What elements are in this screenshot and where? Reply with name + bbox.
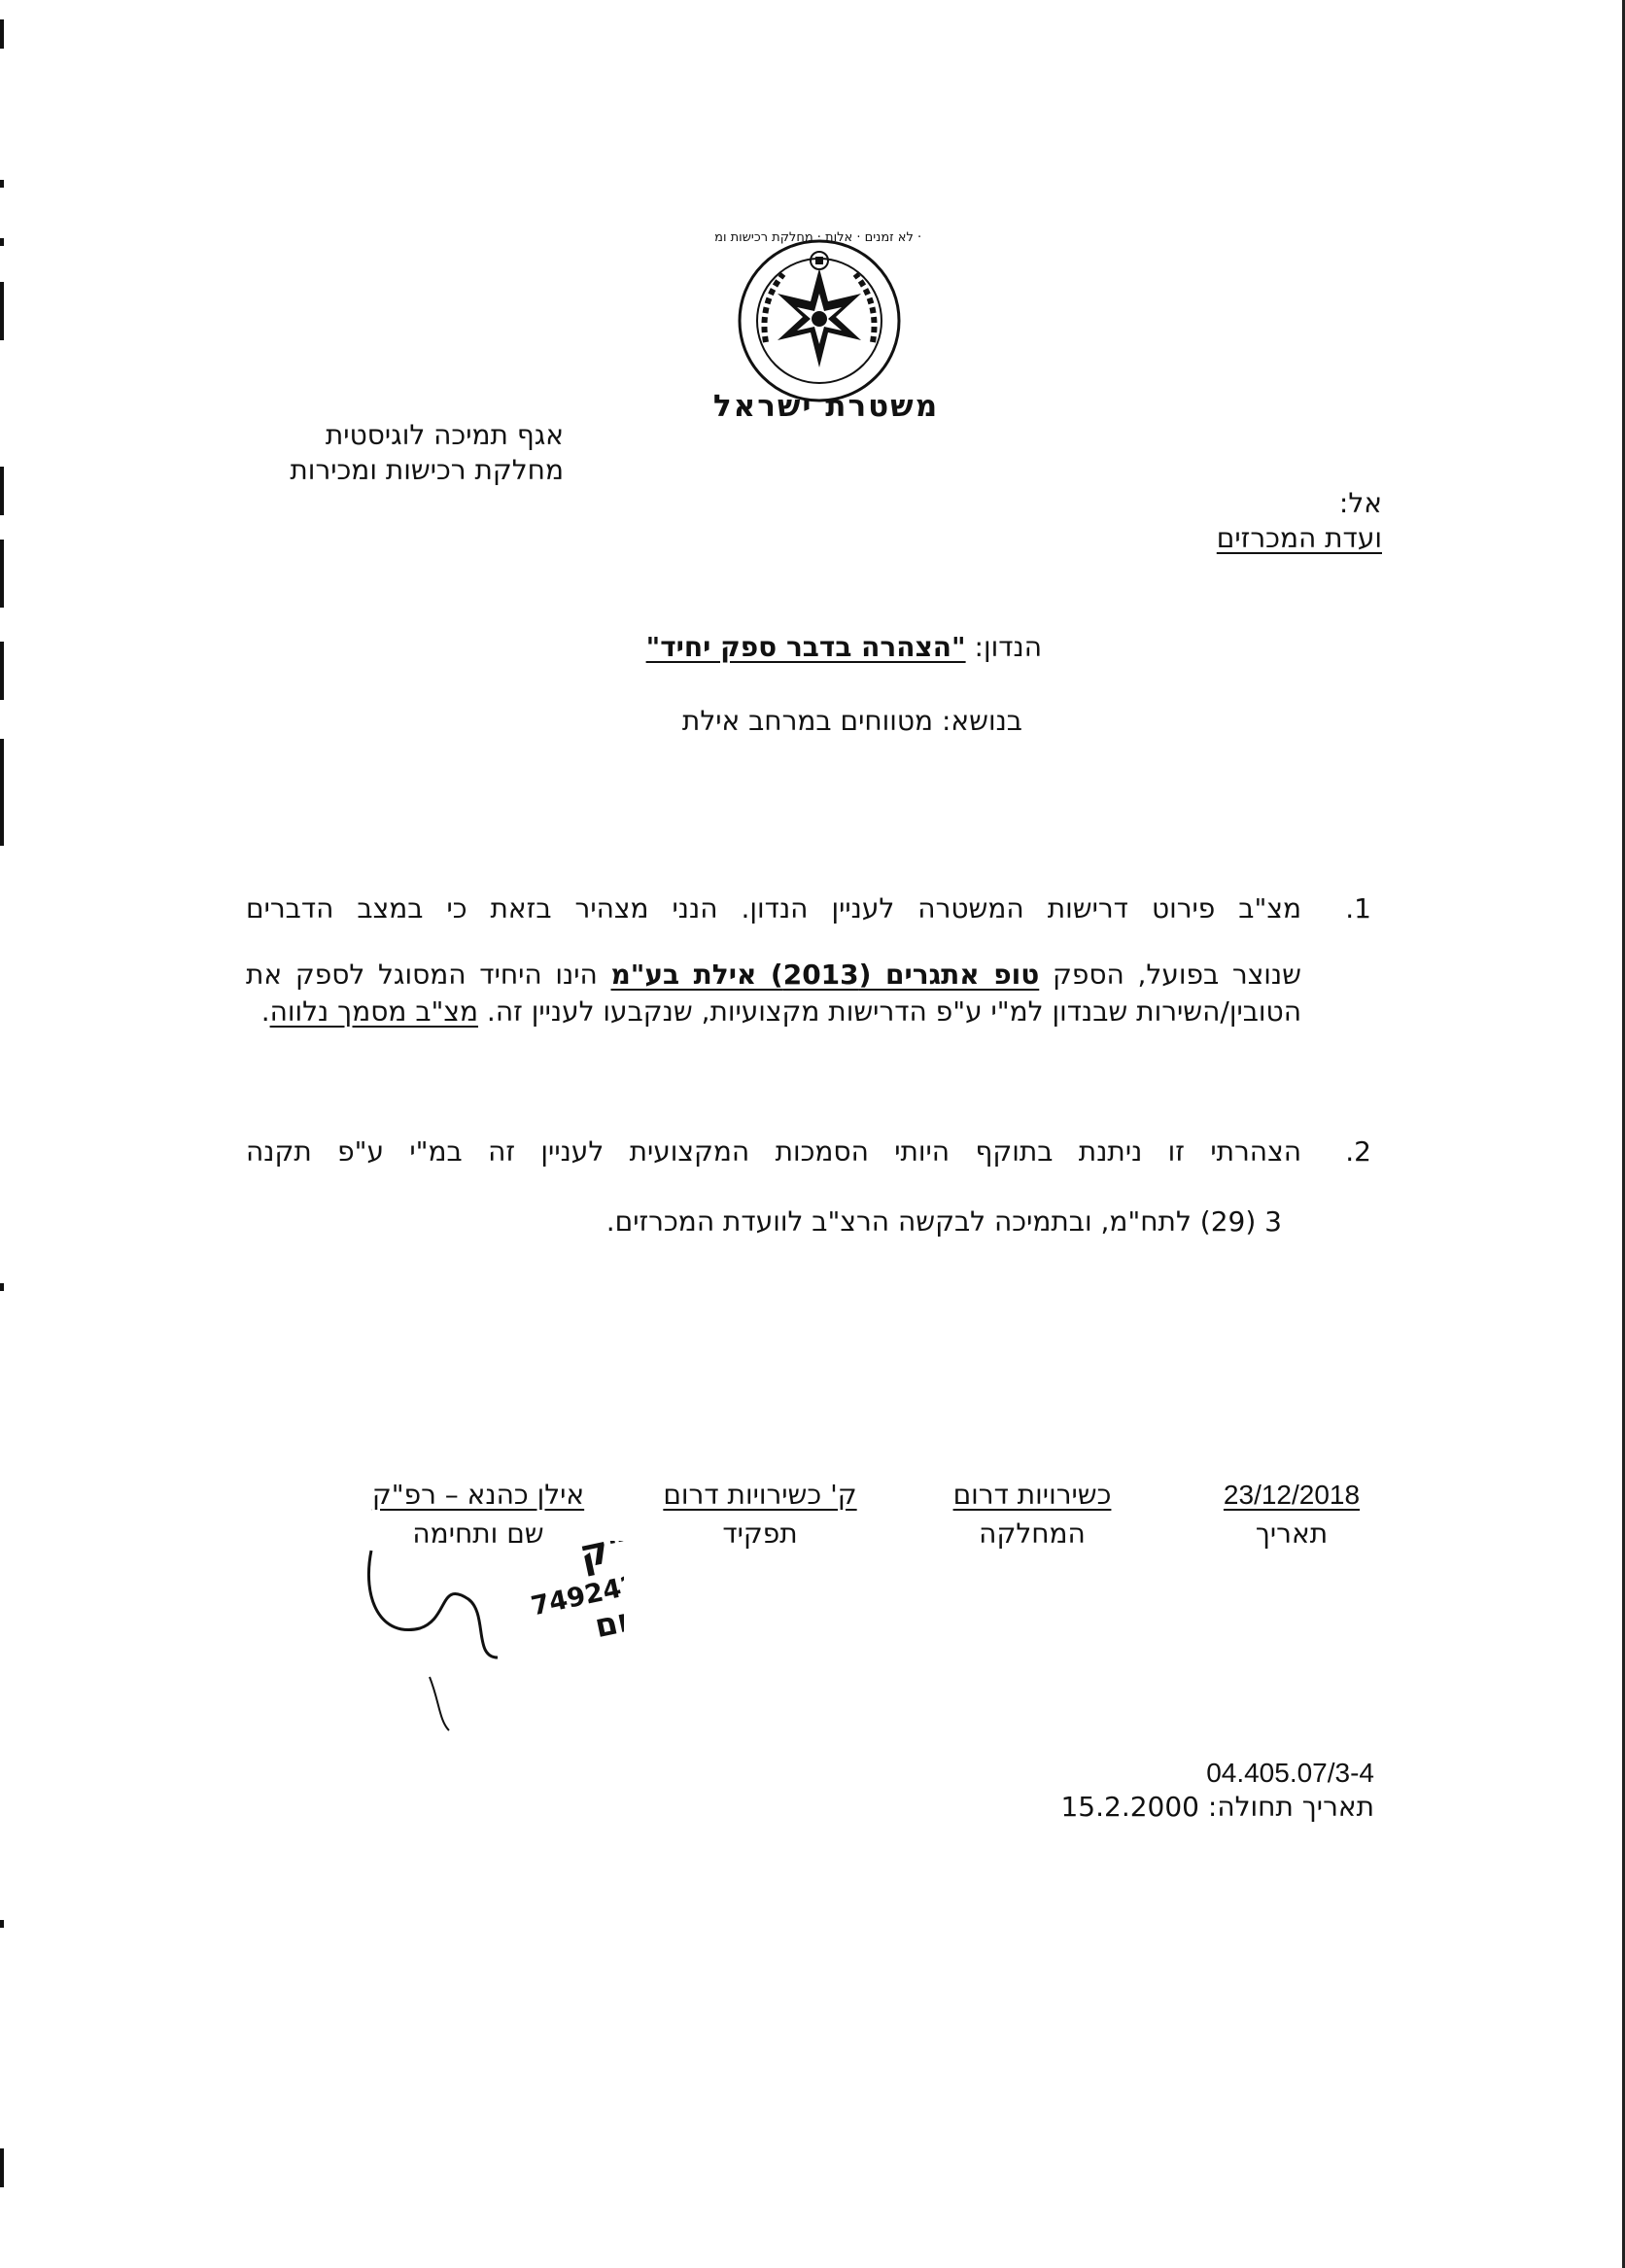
scan-mark xyxy=(0,2148,4,2187)
department-label: המחלקה xyxy=(979,1518,1086,1550)
scan-mark xyxy=(0,540,4,608)
clause-number: 1. xyxy=(1345,892,1371,925)
stamp-line-1 xyxy=(575,1541,624,1578)
org-name: משטרת ישראל xyxy=(712,389,940,424)
signature-stamp xyxy=(303,1541,624,1735)
subject-value: "הצהרה בדבר ספק יחיד" xyxy=(645,631,966,663)
subject-line xyxy=(646,630,1042,665)
scan-mark xyxy=(0,1920,4,1928)
department-line-1: אגף תמיכה לוגיסטית xyxy=(325,419,564,451)
stamp-line-3: דרום xyxy=(591,1592,624,1646)
clause-2-line2: 3 (29) לתח"מ, ובתמיכה לבקשה הרצ"ב לוועדת המכרזים. xyxy=(605,1205,1282,1238)
scan-mark xyxy=(0,642,4,700)
clause-1-body xyxy=(246,957,1301,1030)
sig-department xyxy=(925,1478,1139,1552)
date-label: תאריך xyxy=(1255,1518,1329,1550)
role-value: ק' כשירויות דרום xyxy=(663,1479,857,1511)
attachment-link: מצ"ב מסמך נלווה xyxy=(269,995,479,1028)
topic-line: בנושא: מטווחים במרחב אילת xyxy=(681,705,1022,737)
scan-mark xyxy=(0,180,4,188)
form-code: 04.405.07/3-4 xyxy=(1206,1758,1374,1788)
clause-number: 2. xyxy=(1345,1135,1371,1168)
sig-date xyxy=(1209,1478,1374,1552)
scan-mark xyxy=(0,19,4,49)
recipient-name: ועדת המכרזים xyxy=(1216,522,1382,554)
name-label: שם ותחימה xyxy=(412,1518,544,1550)
scan-mark xyxy=(0,467,4,515)
clause-1-intro: שנוצר בפועל, הספק xyxy=(1039,959,1301,991)
stamp-line-2: 749242 xyxy=(528,1569,624,1622)
clause-2-text xyxy=(246,1128,1301,1246)
effective-date: תאריך תחולה: 15.2.2000 xyxy=(1060,1791,1374,1823)
scan-mark xyxy=(0,282,4,340)
clause-1-text xyxy=(246,885,1301,1030)
clause-2-line1: הצהרתי זו ניתנת בתוקף היותי הסמכות המקצועית לעניין זה במ"י ע"פ תקנה xyxy=(246,1135,1301,1168)
clause-1-rest: הינו היחיד המסוגל לספק את הטובין/השירות שבנדון למ"י ע"פ הדרישות מקצועיות, שנקבעו לעניין זה. xyxy=(246,959,1301,1028)
clause-1-end: . xyxy=(260,995,270,1028)
clause-1-line1: מצ"ב פירוט דרישות המשטרה לעניין הנדון. הנני מצהיר בזאת כי במצב הדברים xyxy=(246,892,1301,925)
department-line-2: מחלקת רכישות ומכירות xyxy=(290,454,564,486)
scan-mark xyxy=(0,238,4,246)
recipient-label: אל: xyxy=(1338,487,1382,519)
subject-label: הנדון: xyxy=(965,631,1042,663)
date-value: 23/12/2018 xyxy=(1223,1480,1361,1510)
scan-mark xyxy=(0,739,4,846)
scan-mark xyxy=(0,1283,4,1291)
name-value: אילן כהנא – רפ"ק xyxy=(371,1479,585,1511)
emblem-ring-text: · לא זמנים · אלות · מחלקת רכישות ומ xyxy=(715,230,922,245)
department-value: כשירויות דרום xyxy=(952,1479,1112,1511)
supplier-name: טופ אתגרים (2013) אילת בע"מ xyxy=(610,959,1040,991)
role-label: תפקיד xyxy=(722,1518,798,1550)
sig-role xyxy=(634,1478,886,1552)
handwritten-signature-icon xyxy=(303,1541,624,1735)
